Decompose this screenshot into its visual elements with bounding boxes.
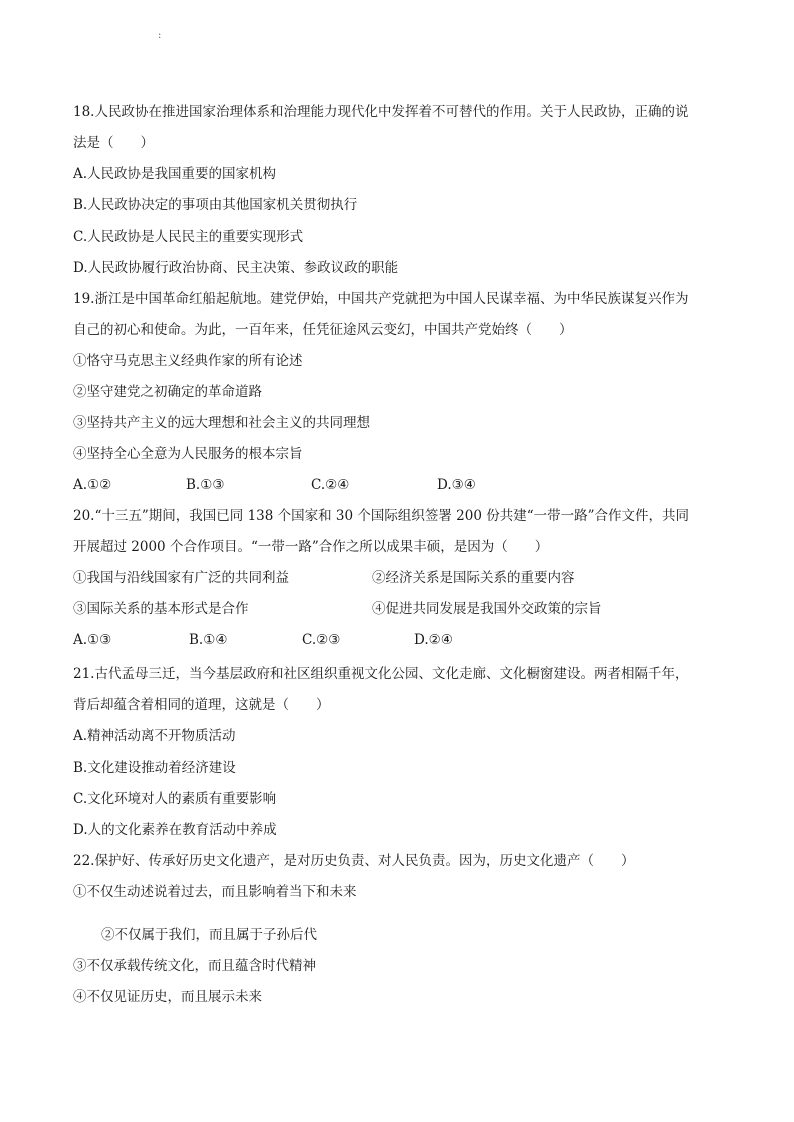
question-19-option-a: A.①② — [73, 477, 112, 493]
question-18-stem-line-1: 18.人民政协在推进国家治理体系和治理能力现代化中发挥着不可替代的作用。关于人民政协，正确的说 — [73, 104, 689, 120]
question-19-option-b: B.①③ — [186, 477, 225, 493]
question-18-option-c: C.人民政协是人民民主的重要实现形式 — [73, 229, 304, 245]
question-20-statement-2: ②经济关系是国际关系的重要内容 — [372, 570, 575, 586]
header-mark: : — [158, 30, 162, 41]
question-20-option-d: D.②④ — [414, 632, 453, 648]
question-20-option-b: B.①④ — [189, 632, 228, 648]
question-20-statement-3: ③国际关系的基本形式是合作 — [73, 601, 249, 617]
question-18-stem-line-2: 法是（ ） — [73, 135, 154, 151]
question-18-option-b: B.人民政协决定的事项由其他国家机关贯彻执行 — [73, 197, 358, 213]
question-21-stem-line-1: 21.古代孟母三迁，当今基层政府和社区组织重视文化公园、文化走廊、文化橱窗建设。两者相隔千年， — [73, 666, 689, 682]
question-20-option-a: A.①③ — [73, 632, 112, 648]
question-19-statement-4: ④坚持全心全意为人民服务的根本宗旨 — [73, 446, 303, 462]
question-19-statement-1: ①恪守马克思主义经典作家的所有论述 — [73, 353, 303, 369]
question-19-stem-line-2: 自己的初心和使命。为此，一百年来，任凭征途风云变幻，中国共产党始终（ ） — [73, 322, 573, 338]
question-22-statement-3: ③不仅承载传统文化，而且蕴含时代精神 — [73, 958, 316, 974]
question-18-option-d: D.人民政协履行政治协商、民主决策、参政议政的职能 — [73, 260, 399, 276]
question-22-statement-4: ④不仅见证历史，而且展示未来 — [73, 989, 262, 1005]
question-20-stem-line-2: 开展超过 2000 个合作项目。“一带一路”合作之所以成果丰硕，是因为（ ） — [73, 539, 549, 555]
question-21-option-b: B.文化建设推动着经济建设 — [73, 760, 236, 776]
question-20-statement-4: ④促进共同发展是我国外交政策的宗旨 — [372, 601, 602, 617]
question-20-statement-1: ①我国与沿线国家有广泛的共同利益 — [73, 570, 289, 586]
question-22-statement-2: ②不仅属于我们，而且属于子孙后代 — [101, 927, 317, 943]
question-22-statement-1: ①不仅生动述说着过去，而且影响着当下和未来 — [73, 884, 357, 900]
question-18-option-a: A.人民政协是我国重要的国家机构 — [73, 166, 277, 182]
question-19-statement-2: ②坚守建党之初确定的革命道路 — [73, 384, 262, 400]
question-19-option-c: C.②④ — [311, 477, 350, 493]
question-20-option-c: C.②③ — [302, 632, 341, 648]
question-21-option-c: C.文化环境对人的素质有重要影响 — [73, 791, 277, 807]
question-21-option-d: D.人的文化素养在教育活动中养成 — [73, 822, 277, 838]
question-21-stem-line-2: 背后却蕴含着相同的道理，这就是（ ） — [73, 697, 330, 713]
question-21-option-a: A.精神活动离不开物质活动 — [73, 728, 236, 744]
question-19-option-d: D.③④ — [437, 477, 476, 493]
question-19-stem-line-1: 19.浙江是中国革命红船起航地。建党伊始，中国共产党就把为中国人民谋幸福、为中华民族谋复兴作为 — [73, 291, 689, 307]
question-22-stem-line-1: 22.保护好、传承好历史文化遗产，是对历史负责、对人民负责。因为，历史文化遗产（ ） — [73, 853, 635, 869]
question-19-statement-3: ③坚持共产主义的远大理想和社会主义的共同理想 — [73, 415, 370, 431]
question-20-stem-line-1: 20.“十三五”期间，我国已同 138 个国家和 30 个国际组织签署 200 份共建“一带一路”合作文件，共同 — [73, 508, 690, 524]
